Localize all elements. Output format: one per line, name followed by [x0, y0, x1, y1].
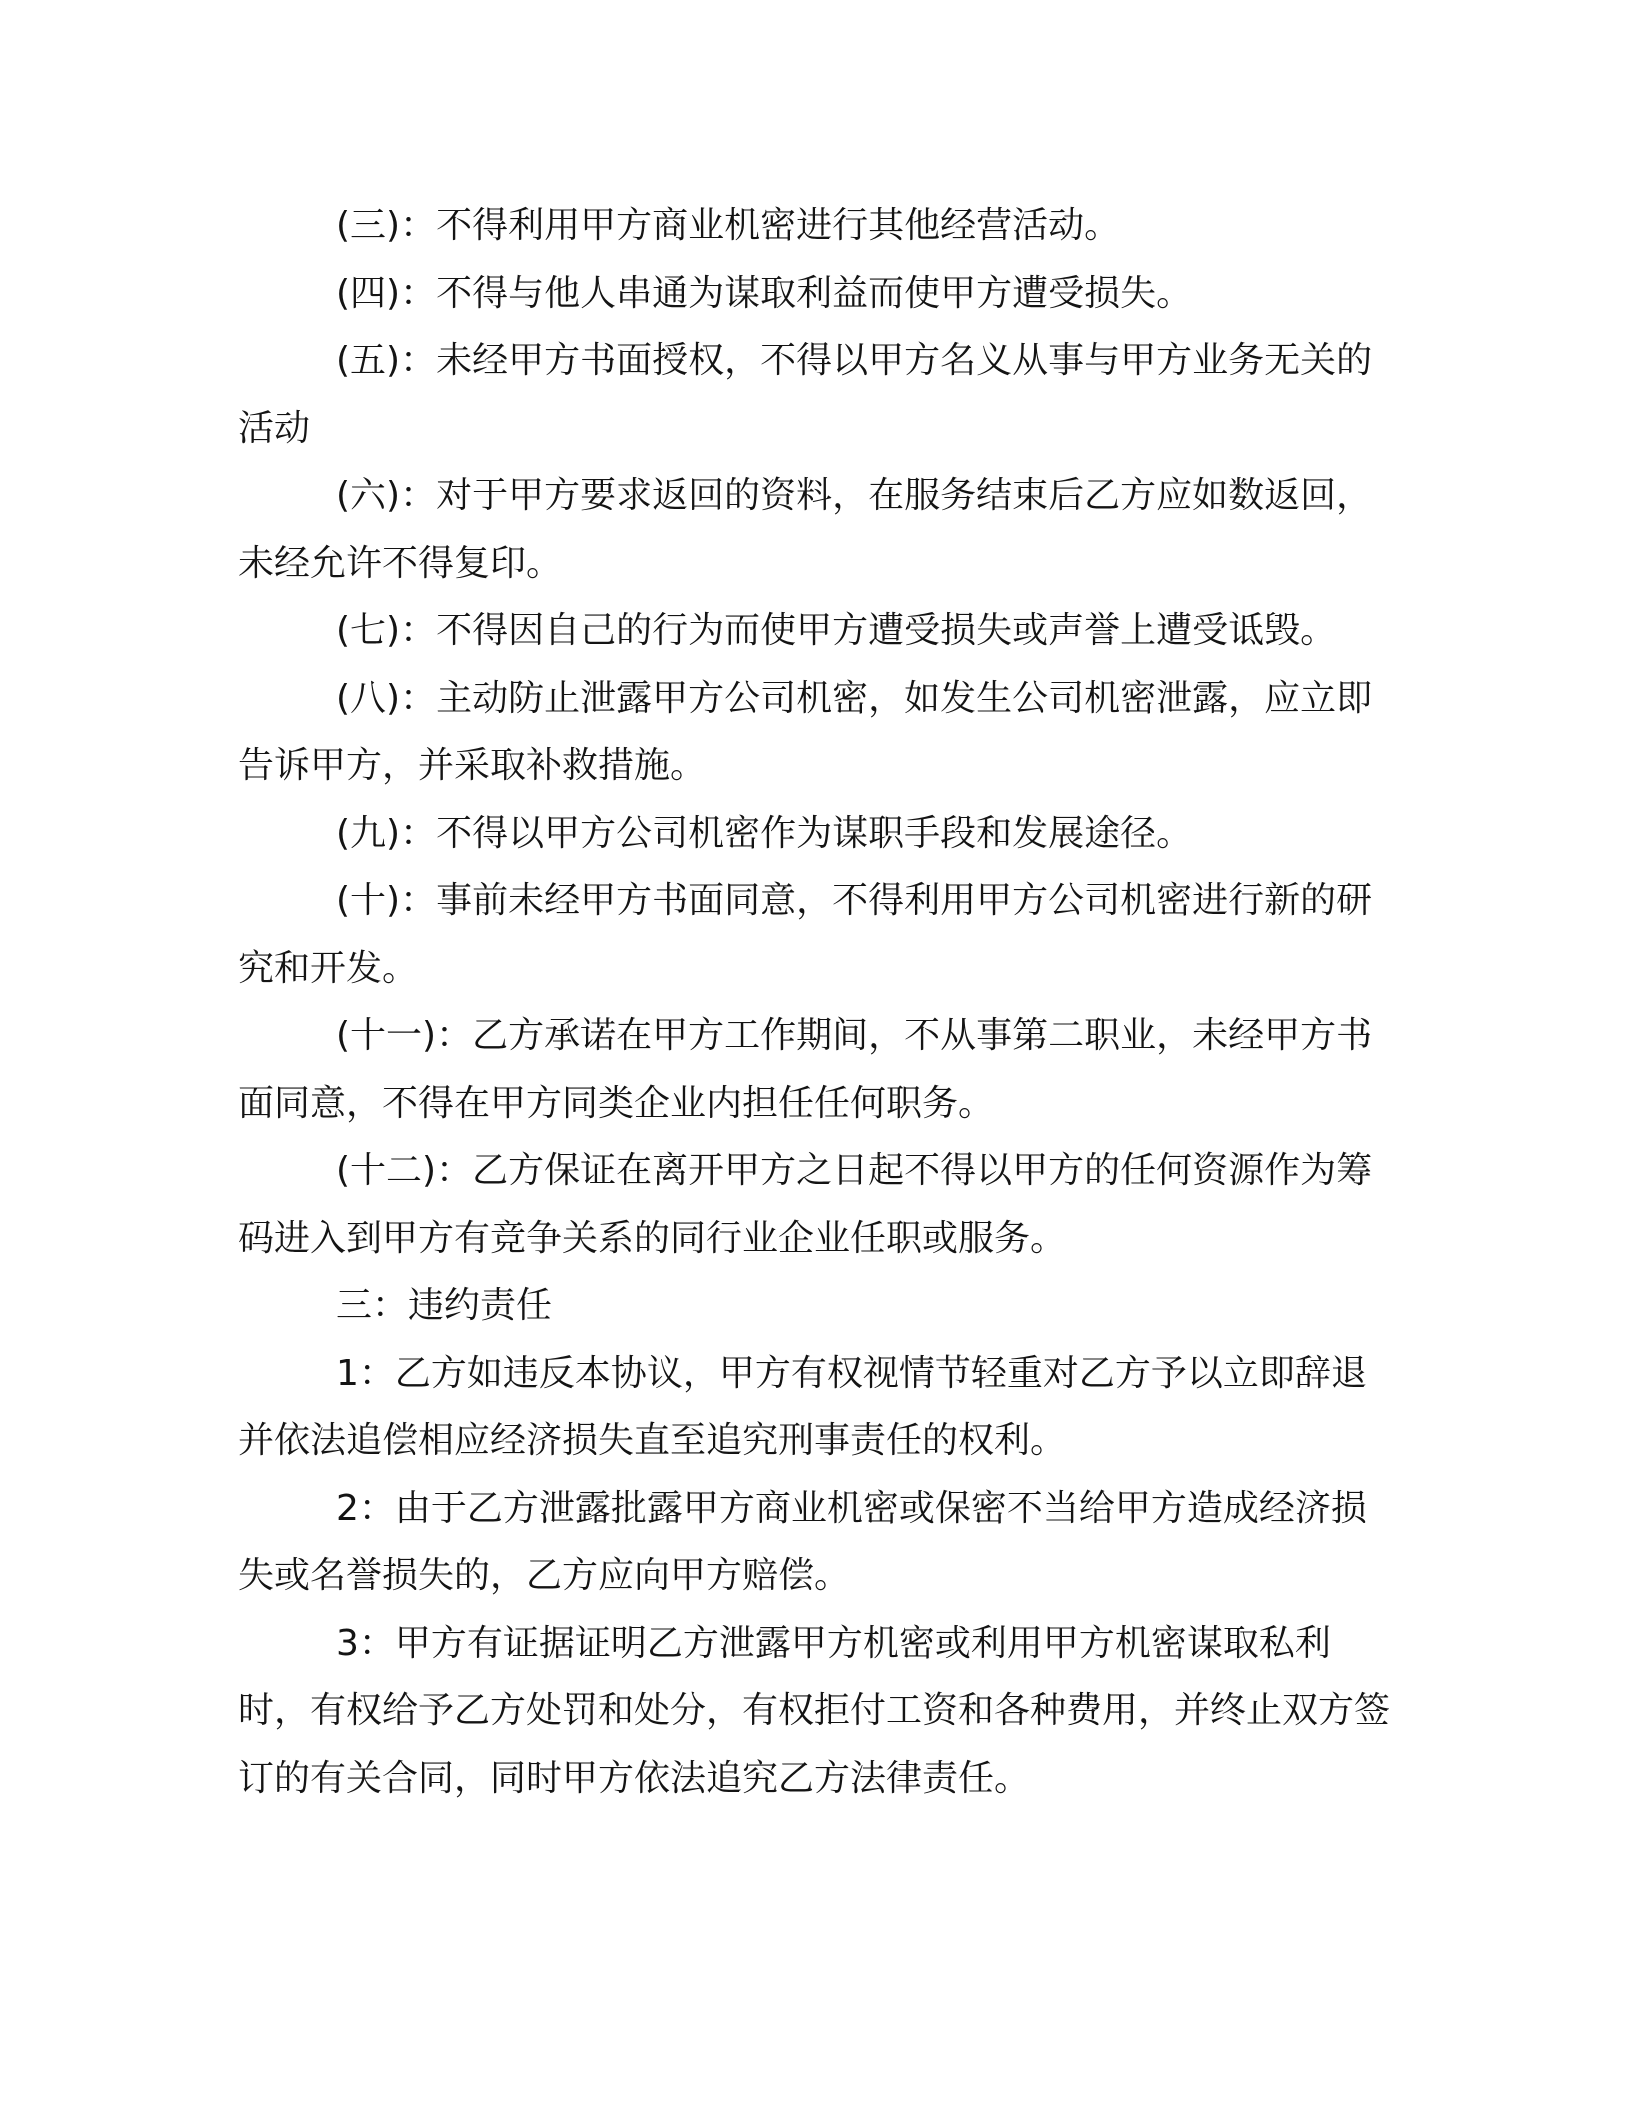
clause-4: (四)：不得与他人串通为谋取利益而使甲方遭受损失。 [336, 272, 1193, 314]
liability-item-3: 3：甲方有证据证明乙方泄露甲方机密或利用甲方机密谋取私利时，有权给予乙方处罚和处分，有权拒付工资和各种费用，并终止双方签订的有关合同，同时甲方依法追究乙方法律责任。 [238, 1622, 1391, 1799]
clause-11: (十一)：乙方承诺在甲方工作期间，不从事第二职业，未经甲方书面同意，不得在甲方同类企业内担任任何职务。 [238, 1015, 1373, 1124]
clause-8: (八)：主动防止泄露甲方公司机密，如发生公司机密泄露，应立即告诉甲方，并采取补救措施。 [238, 677, 1373, 786]
clause-5: (五)：未经甲方书面授权，不得以甲方名义从事与甲方业务无关的活动 [238, 340, 1373, 449]
clause-6: (六)：对于甲方要求返回的资料，在服务结束后乙方应如数返回，未经允许不得复印。 [238, 475, 1373, 584]
clause-9: (九)：不得以甲方公司机密作为谋职手段和发展途径。 [336, 812, 1193, 854]
liability-item-2: 2：由于乙方泄露批露甲方商业机密或保密不当给甲方造成经济损失或名誉损失的，乙方应向甲方赔偿。 [238, 1487, 1367, 1596]
section-heading-liability: 三：违约责任 [336, 1285, 553, 1326]
clause-3: (三)：不得利用甲方商业机密进行其他经营活动。 [336, 205, 1121, 246]
liability-item-1: 1：乙方如违反本协议，甲方有权视情节轻重对乙方予以立即辞退并依法追偿相应经济损失直至追究刑事责任的权利。 [238, 1352, 1367, 1461]
clause-7: (七)：不得因自己的行为而使甲方遭受损失或声誉上遭受诋毁。 [336, 610, 1337, 651]
document-body [238, 192, 1398, 1812]
clause-10: (十)：事前未经甲方书面同意，不得利用甲方公司机密进行新的研究和开发。 [238, 880, 1373, 989]
clause-12: (十二)：乙方保证在离开甲方之日起不得以甲方的任何资源作为筹码进入到甲方有竞争关系的同行业企业任职或服务。 [238, 1150, 1373, 1259]
